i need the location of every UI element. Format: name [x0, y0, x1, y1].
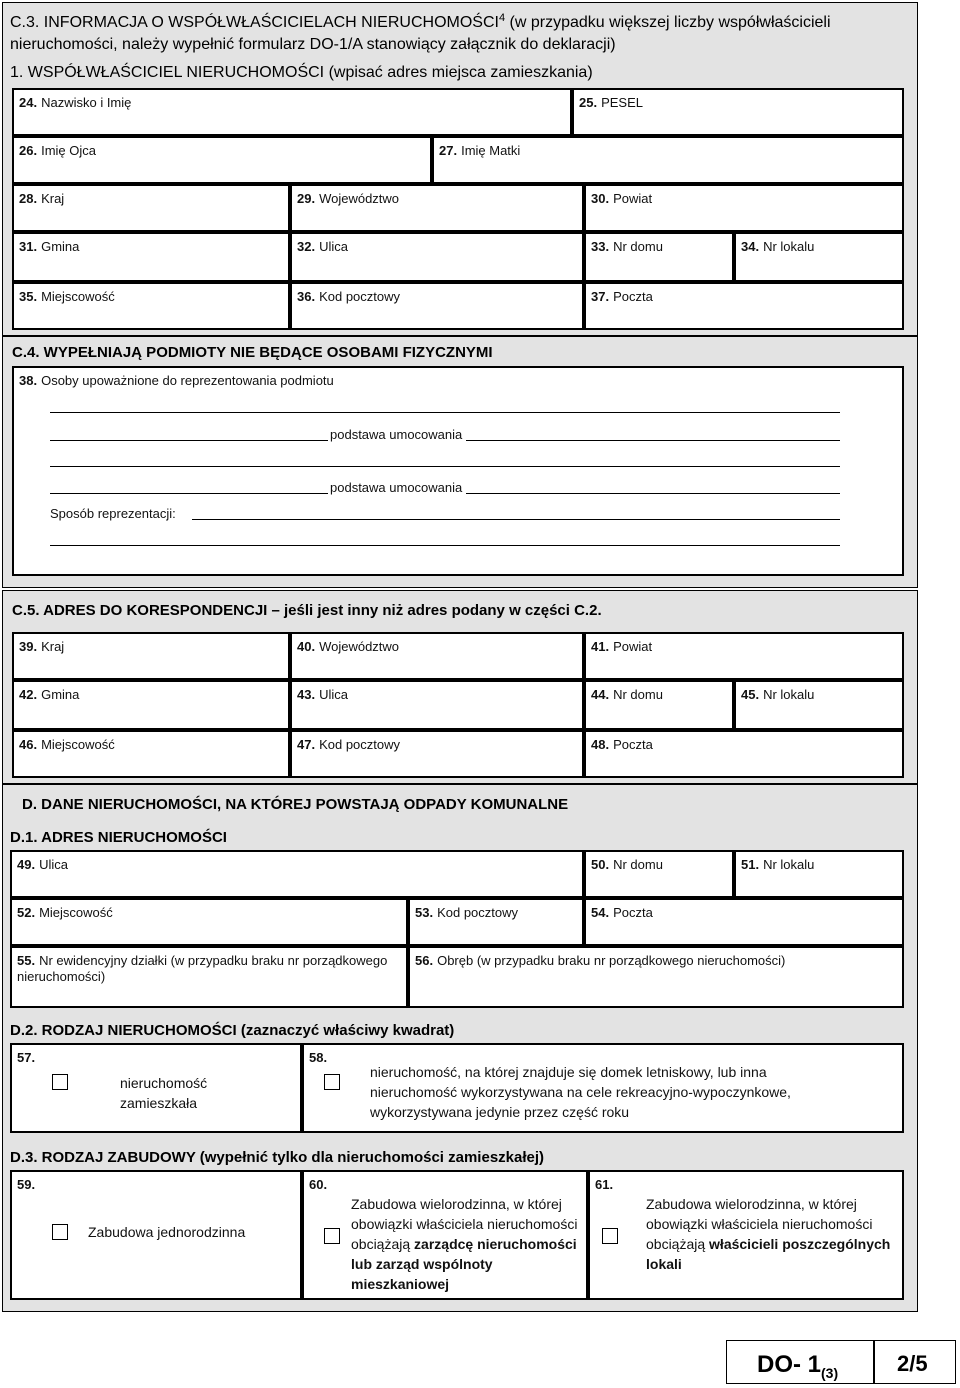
field-47-postal-code[interactable]: 47. Kod pocztowy: [290, 730, 584, 778]
field-33-house-number[interactable]: 33. Nr domu: [584, 232, 734, 282]
option-58-recreational[interactable]: 58.: [302, 1043, 904, 1133]
field-29-voivodeship[interactable]: 29. Województwo: [290, 184, 584, 232]
field-39-country[interactable]: 39. Kraj: [12, 632, 290, 680]
field-48-post-office[interactable]: 48. Poczta: [584, 730, 904, 778]
section-c3-title-line2: nieruchomości, należy wypełnić formularz DO-1/A stanowiący załącznik do deklaracji): [10, 36, 616, 53]
field-45-apartment-number[interactable]: 45. Nr lokalu: [734, 680, 904, 730]
checkbox-58[interactable]: [324, 1074, 340, 1090]
field-37-post-office[interactable]: 37. Poczta: [584, 282, 904, 330]
representative-basis-line-1b[interactable]: [466, 440, 840, 441]
field-30-county[interactable]: 30. Powiat: [584, 184, 904, 232]
representation-line-2[interactable]: [50, 545, 840, 546]
page-number-box: [874, 1340, 956, 1384]
form-id: DO- 1: [757, 1351, 822, 1378]
field-56-precinct[interactable]: 56. Obręb (w przypadku braku nr porządkowego nieruchomości): [408, 946, 904, 1008]
checkbox-57[interactable]: [52, 1074, 68, 1090]
section-d3-title: D.3. RODZAJ ZABUDOWY (wypełnić tylko dla nieruchomości zamieszkałej): [10, 1149, 545, 1166]
representative-basis-line-2[interactable]: [50, 493, 328, 494]
section-d1-title: D.1. ADRES NIERUCHOMOŚCI: [10, 829, 227, 846]
field-50-house-number[interactable]: 50. Nr domu: [584, 850, 734, 898]
section-d-title: D. DANE NIERUCHOMOŚCI, NA KTÓREJ POWSTAJĄ ODPADY KOMUNALNE: [22, 796, 569, 813]
checkbox-61[interactable]: [602, 1228, 618, 1244]
field-35-locality[interactable]: 35. Miejscowość: [12, 282, 290, 330]
representation-line-1[interactable]: [192, 519, 840, 520]
representative-basis-line-2b[interactable]: [466, 493, 840, 494]
option-59-single-family[interactable]: 59.: [10, 1170, 302, 1300]
representative-line-2[interactable]: [50, 466, 840, 467]
section-c5-title: C.5. ADRES DO KORESPONDENCJI – jeśli jest inny niż adres podany w części C.2.: [12, 602, 602, 619]
field-32-street[interactable]: 32. Ulica: [290, 232, 584, 282]
basis-label-1: podstawa umocowania: [330, 427, 463, 442]
form-id-box: [726, 1340, 874, 1384]
representation-label: Sposób reprezentacji:: [50, 506, 176, 521]
label-58: nieruchomość, na której znajduje się domek letniskowy, lub inna nieruchomość wykorzystywana na cele rekreacyjno-wypoczynkowe, wykorzystywana jedynie przez część roku: [370, 1064, 791, 1120]
field-51-apartment-number[interactable]: 51. Nr lokalu: [734, 850, 904, 898]
field-38-representatives[interactable]: 38. Osoby upoważnione do reprezentowania podmiotu: [12, 366, 904, 576]
field-27-mother-name[interactable]: 27. Imię Matki: [432, 136, 904, 184]
representative-basis-line-1[interactable]: [50, 440, 328, 441]
option-57-residential[interactable]: 57.: [10, 1043, 302, 1133]
basis-label-2: podstawa umocowania: [330, 480, 463, 495]
form-id-sub: (3): [821, 1365, 839, 1381]
field-31-municipality[interactable]: 31. Gmina: [12, 232, 290, 282]
field-55-parcel-number[interactable]: 55. Nr ewidencyjny działki (w przypadku braku nr porządkowego nieruchomości): [10, 946, 408, 1008]
field-26-father-name[interactable]: 26. Imię Ojca: [12, 136, 432, 184]
section-c4-title: C.4. WYPEŁNIAJĄ PODMIOTY NIE BĘDĄCE OSOBAMI FIZYCZNYMI: [12, 344, 493, 361]
label-59: Zabudowa jednorodzinna: [88, 1224, 246, 1240]
field-40-voivodeship[interactable]: 40. Województwo: [290, 632, 584, 680]
field-41-county[interactable]: 41. Powiat: [584, 632, 904, 680]
field-24-surname-name[interactable]: 24. Nazwisko i Imię: [12, 88, 572, 136]
field-28-country[interactable]: 28. Kraj: [12, 184, 290, 232]
field-43-street[interactable]: 43. Ulica: [290, 680, 584, 730]
checkbox-60[interactable]: [324, 1228, 340, 1244]
option-61-multi-family-owners[interactable]: 61.: [588, 1170, 904, 1300]
label-57: nieruchomość zamieszkała: [120, 1075, 208, 1111]
field-49-street[interactable]: 49. Ulica: [10, 850, 584, 898]
section-d2-title: D.2. RODZAJ NIERUCHOMOŚCI (zaznaczyć właściwy kwadrat): [10, 1022, 455, 1039]
page-number: 2/5: [897, 1351, 928, 1376]
field-34-apartment-number[interactable]: 34. Nr lokalu: [734, 232, 904, 282]
field-46-locality[interactable]: 46. Miejscowość: [12, 730, 290, 778]
field-36-postal-code[interactable]: 36. Kod pocztowy: [290, 282, 584, 330]
option-60-multi-family-manager[interactable]: 60.: [302, 1170, 588, 1300]
section-c3-subtitle: 1. WSPÓŁWŁAŚCICIEL NIERUCHOMOŚCI (wpisać adres miejsca zamieszkania): [10, 64, 593, 81]
field-53-postal-code[interactable]: 53. Kod pocztowy: [408, 898, 584, 946]
field-44-house-number[interactable]: 44. Nr domu: [584, 680, 734, 730]
field-42-municipality[interactable]: 42. Gmina: [12, 680, 290, 730]
checkbox-59[interactable]: [52, 1224, 68, 1240]
section-c3-title: C.3. INFORMACJA O WSPÓŁWŁAŚCICIELACH NIERUCHOMOŚCI$^4$ (w przypadku większej liczby współwłaścicieli: [10, 12, 831, 31]
representative-line-1[interactable]: [50, 412, 840, 413]
field-25-pesel[interactable]: 25. PESEL: [572, 88, 904, 136]
label-61: Zabudowa wielorodzinna, w której obowiązki właściciela nieruchomości obciążają właścicieli poszczególnych lokali: [646, 1196, 891, 1272]
field-54-post-office[interactable]: 54. Poczta: [584, 898, 904, 946]
field-52-locality[interactable]: 52. Miejscowość: [10, 898, 408, 946]
label-60: Zabudowa wielorodzinna, w której obowiązki właściciela nieruchomości obciążają zarządcę nieruchomości lub zarząd wspólnoty mieszkaniowej: [351, 1196, 578, 1292]
